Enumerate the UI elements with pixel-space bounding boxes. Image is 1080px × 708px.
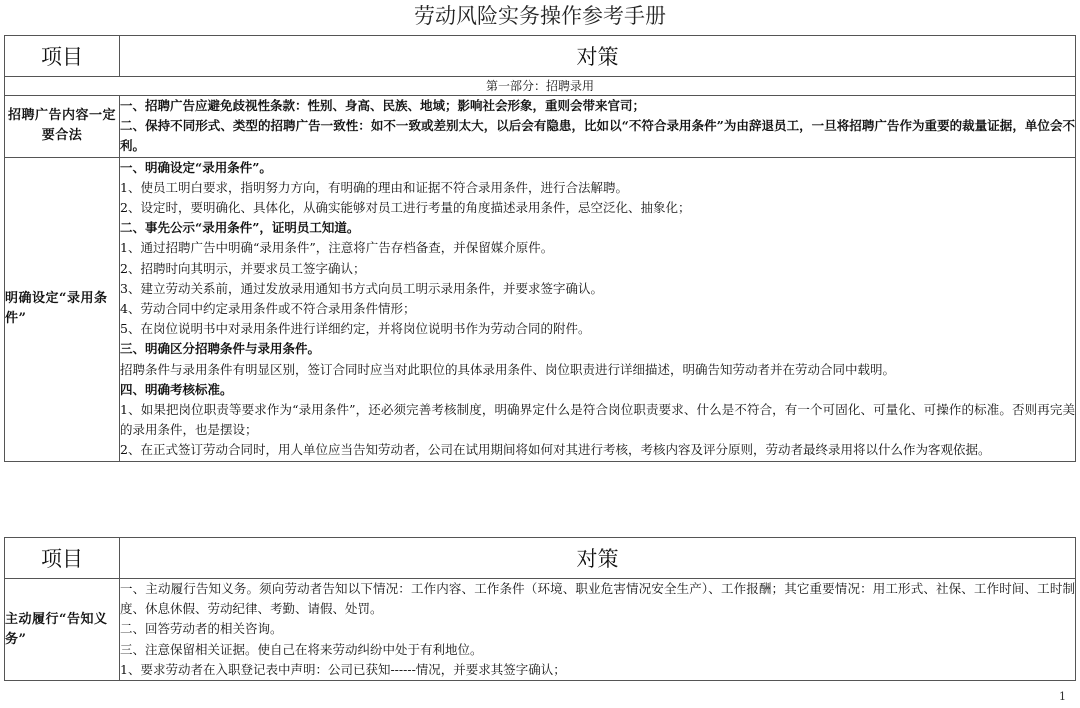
table-header-row (5, 538, 1076, 579)
content-line: 5、在岗位说明书中对录用条件进行详细约定，并将岗位说明书作为劳动合同的附件。 (120, 321, 591, 337)
content-line: 三、明确区分招聘条件与录用条件。 (120, 341, 321, 357)
row-content (120, 579, 1076, 681)
content-line: 1、要求劳动者在入职登记表中声明：公司已获知------情况，并要求其签字确认； (120, 661, 566, 677)
measures-table-2 (4, 537, 1076, 681)
row-content (120, 157, 1076, 461)
content-line: 1、使员工明白要求，指明努力方向，有明确的理由和证据不符合录用条件，进行合法解聘。 (120, 179, 628, 195)
content-line: 二、事先公示“录用条件”，证明员工知道。 (120, 220, 360, 236)
content-line: 一、主动履行告知义务。须向劳动者告知以下情况：工作内容、工作条件（环境、职业危害情况安全生产）、工作报酬；其它重要情况：用工形式、社保、工作时间、工时制度、休息休假、劳动纪律、考勤、请假、处罚。 (120, 581, 1075, 617)
content-line: 2、招聘时向其明示，并要求员工签字确认； (120, 260, 366, 276)
table-header-row (5, 36, 1076, 77)
table-row (5, 157, 1076, 461)
row-content (120, 96, 1076, 158)
row-label: 明确设定“录用条件” (5, 157, 120, 461)
content-line: 一、明确设定“录用条件”。 (120, 159, 272, 175)
column-header-item: 项目 (5, 538, 120, 579)
column-header-measure: 对策 (120, 538, 1076, 579)
document-title: 劳动风险实务操作参考手册 (414, 4, 666, 28)
content-line: 二、保持不同形式、类型的招聘广告一致性：如不一致或差别太大，以后会有隐患，比如以“不符合录用条件”为由辞退员工，一旦将招聘广告作为重要的裁量证据，单位会不利。 (120, 118, 1075, 154)
table-row (5, 579, 1076, 681)
content-line: 四、明确考核标准。 (120, 381, 233, 397)
content-line: 2、设定时，要明确化、具体化，从确实能够对员工进行考量的角度描述录用条件，忌空泛化、抽象化； (120, 200, 691, 216)
row-label: 主动履行“告知义务” (5, 579, 120, 681)
column-header-item: 项目 (5, 36, 120, 77)
content-line: 招聘条件与录用条件有明显区别，签订合同时应当对此职位的具体录用条件、岗位职责进行详细描述，明确告知劳动者并在劳动合同中载明。 (120, 361, 896, 377)
content-line: 一、招聘广告应避免歧视性条款：性别、身高、民族、地域；影响社会形象，重则会带来官司； (120, 98, 646, 113)
content-line: 三、注意保留相关证据。使自己在将来劳动纠纷中处于有利地位。 (120, 641, 483, 657)
content-line: 2、在正式签订劳动合同时，用人单位应当告知劳动者，公司在试用期间将如何对其进行考核，考核内容及评分原则，劳动者最终录用将以什么作为客观依据。 (120, 442, 991, 458)
content-line: 1、如果把岗位职责等要求作为“录用条件”，还必须完善考核制度，明确界定什么是符合岗位职责要求、什么是不符合，有一个可固化、可量化、可操作的标准。否则再完美的录用条件，也是摆设； (120, 402, 1075, 438)
row-label: 招聘广告内容一定要合法 (5, 96, 120, 158)
content-line: 二、回答劳动者的相关咨询。 (120, 621, 283, 637)
part-title: 第一部分：招聘录用 (5, 77, 1076, 96)
content-line: 3、建立劳动关系前，通过发放录用通知书方式向员工明示录用条件，并要求签字确认。 (120, 280, 603, 296)
measures-table-1 (4, 35, 1076, 462)
content-line: 4、劳动合同中约定录用条件或不符合录用条件情形； (120, 301, 416, 317)
page-number: 1 (1059, 690, 1066, 703)
table-row (5, 96, 1076, 158)
column-header-measure: 对策 (120, 36, 1076, 77)
part-title-row (5, 77, 1076, 96)
content-line: 1、通过招聘广告中明确“录用条件”，注意将广告存档备查，并保留媒介原件。 (120, 240, 554, 256)
